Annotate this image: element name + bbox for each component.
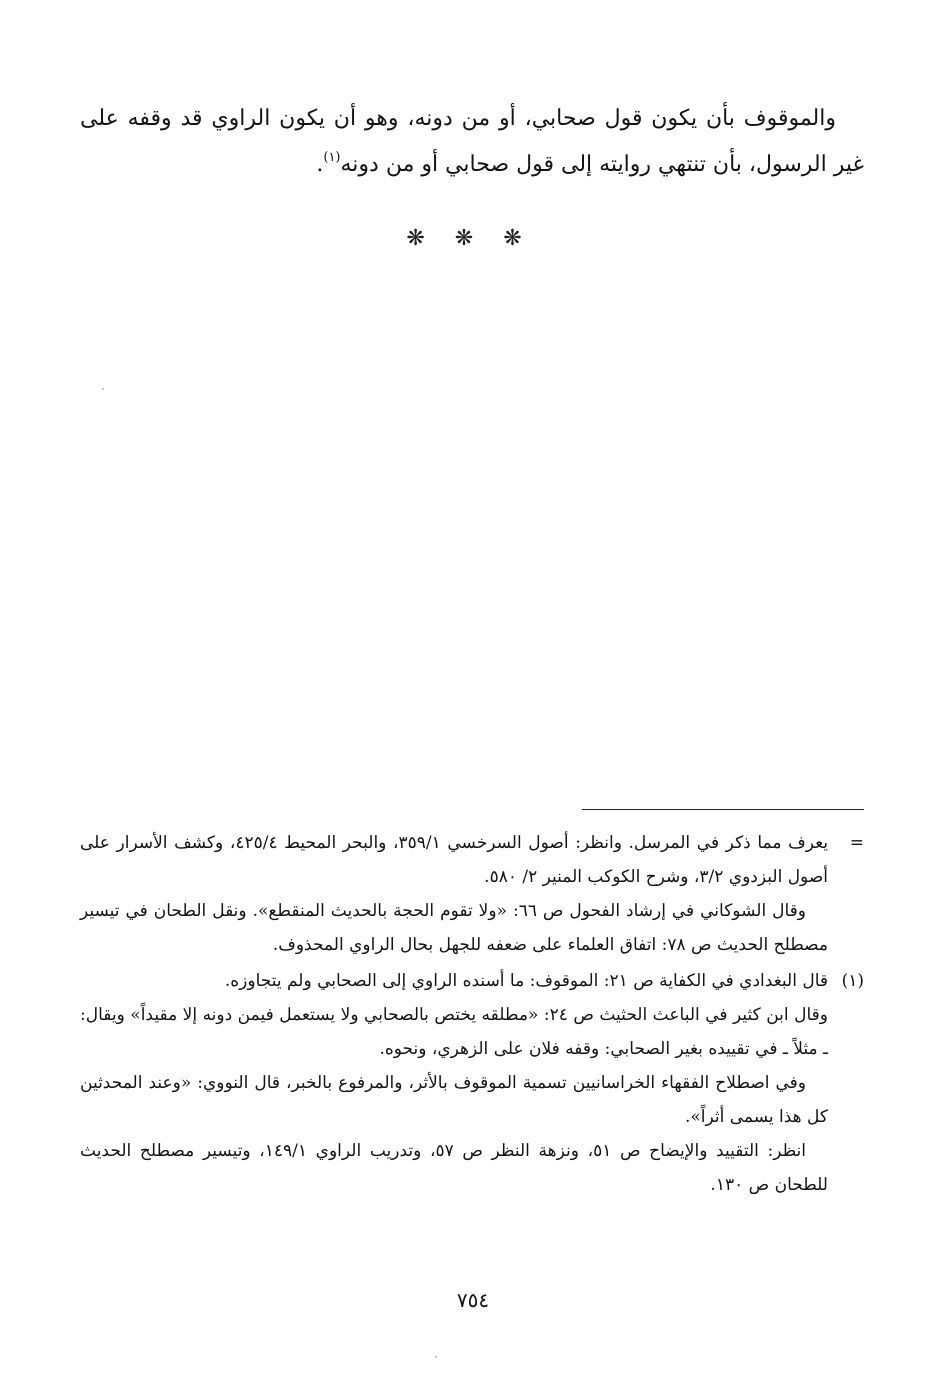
main-paragraph — [80, 96, 864, 188]
main-paragraph-end: . — [316, 152, 324, 177]
main-paragraph-text: والموقوف بأن يكون قول صحابي، أو من دونه، وهو أن يكون الراوي قد وقفه على غير الرسول، بأن تنتهي روايته إلى قول صحابي أو من دونه — [80, 106, 864, 177]
footnote-paragraph: وفي اصطلاح الفقهاء الخراسانيين تسمية الموقوف بالأثر، والمرفوع بالخبر، قال النووي: «وعند المحدثين كل هذا يسمى أثراً». — [80, 1073, 828, 1127]
footnote-paragraph: وقال الشوكاني في إرشاد الفحول ص ٦٦: «ولا تقوم الحجة بالحديث المنقطع». ونقل الطحان في تيسير مصطلح الحديث ص ٧٨: اتفاق العلماء على ضعفه للجهل بحال الراوي المحذوف. — [80, 901, 828, 955]
footnote-reference-1[interactable]: (١) — [323, 150, 341, 165]
footnotes — [80, 826, 864, 1202]
main-text — [80, 96, 864, 188]
section-separator — [0, 226, 946, 251]
footnote-continuation — [80, 826, 864, 962]
footnote-paragraph: انظر: التقييد والإيضاح ص ٥١، ونزهة النظر ص ٥٧، وتدريب الراوي ١٤٩/١، وتيسير مصطلح الحديث للطحان ص ١٣٠. — [80, 1141, 828, 1195]
footnote-paragraph: يعرف مما ذكر في المرسل. وانظر: أصول السرخسي ٣٥٩/١، والبحر المحيط ٤٢٥/٤، وكشف الأسرار على أصول البزدوي ٣/٢، وشرح الكوكب المنير ٢/ ٥٨٠. — [80, 833, 829, 887]
footnote-divider — [582, 809, 864, 810]
separator-star-icon: ❋ — [406, 226, 443, 251]
footnote-paragraph: قال البغدادي في الكفاية ص ٢١: الموقوف: ما أسنده الراوي إلى الصحابي ولم يتجاوزه. — [224, 971, 828, 991]
footnote-1-marker: (١) — [841, 971, 864, 991]
footnote-1 — [80, 964, 864, 1202]
continuation-marker: = — [849, 833, 864, 853]
separator-star-icon: ❋ — [454, 226, 492, 251]
scan-speck — [435, 1356, 437, 1358]
scan-speck — [102, 388, 104, 390]
page-number: ٧٥٤ — [456, 1288, 490, 1312]
footnote-paragraph: وقال ابن كثير في الباعث الحثيث ص ٢٤: «مطلقه يختص بالصحابي ولا يستعمل فيمن دونه إلا مقيداً» ويقال: ـ مثلاً ـ في تقييده بغير الصحابي: وقفه فلان على الزهري، ونحوه. — [80, 1005, 828, 1059]
separator-star-icon: ❋ — [503, 226, 540, 251]
